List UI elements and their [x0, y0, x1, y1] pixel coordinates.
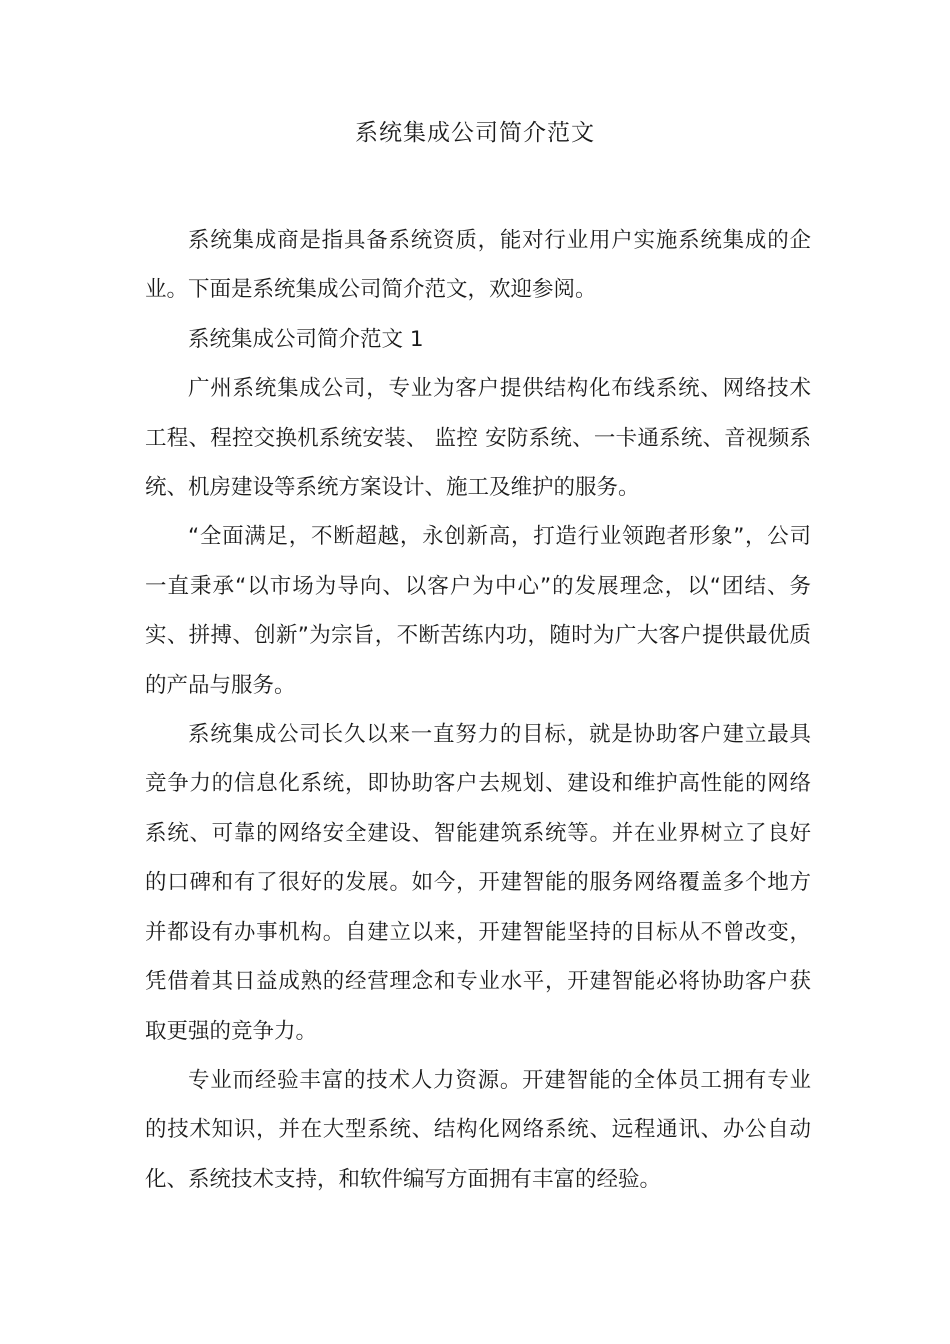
paragraph-company-goals: 系统集成公司长久以来一直努力的目标，就是协助客户建立最具竞争力的信息化系统，即协助客户去规划、建设和维护高性能的网络系统、可靠的网络安全建设、智能建筑系统等。并在业界树立了良好的口碑和有了很好的发展。如今，开建智能的服务网络覆盖多个地方并都设有办事机构。自建立以来，开建智能坚持的目标从不曾改变，凭借着其日益成熟的经营理念和专业水平，开建智能必将协助客户获取更强的竞争力。	[145, 722, 811, 1044]
paragraph-technical-staff: 专业而经验丰富的技术人力资源。开建智能的全体员工拥有专业的技术知识，并在大型系统、结构化网络系统、远程通讯、办公自动化、系统技术支持，和软件编写方面拥有丰富的经验。	[145, 1067, 811, 1192]
paragraph-section-heading: 系统集成公司简介范文 1	[188, 326, 424, 352]
document-body	[145, 216, 811, 1204]
paragraph-company-services: 广州系统集成公司，专业为客户提供结构化布线系统、网络技术工程、程控交换机系统安装、 监控 安防系统、一卡通系统、音视频系统、机房建设等系统方案设计、施工及维护的服务。	[145, 376, 811, 501]
paragraph-company-philosophy: “全面满足，不断超越，永创新高，打造行业领跑者形象”，公司一直秉承“以市场为导向、以客户为中心”的发展理念，以“团结、务实、拼搏、创新”为宗旨，不断苦练内功，随时为广大客户提供最优质的产品与服务。	[145, 524, 811, 698]
paragraph-intro: 系统集成商是指具备系统资质，能对行业用户实施系统集成的企业。下面是系统集成公司简介范文，欢迎参阅。	[145, 228, 811, 303]
document-title: 系统集成公司简介范文	[355, 120, 595, 146]
